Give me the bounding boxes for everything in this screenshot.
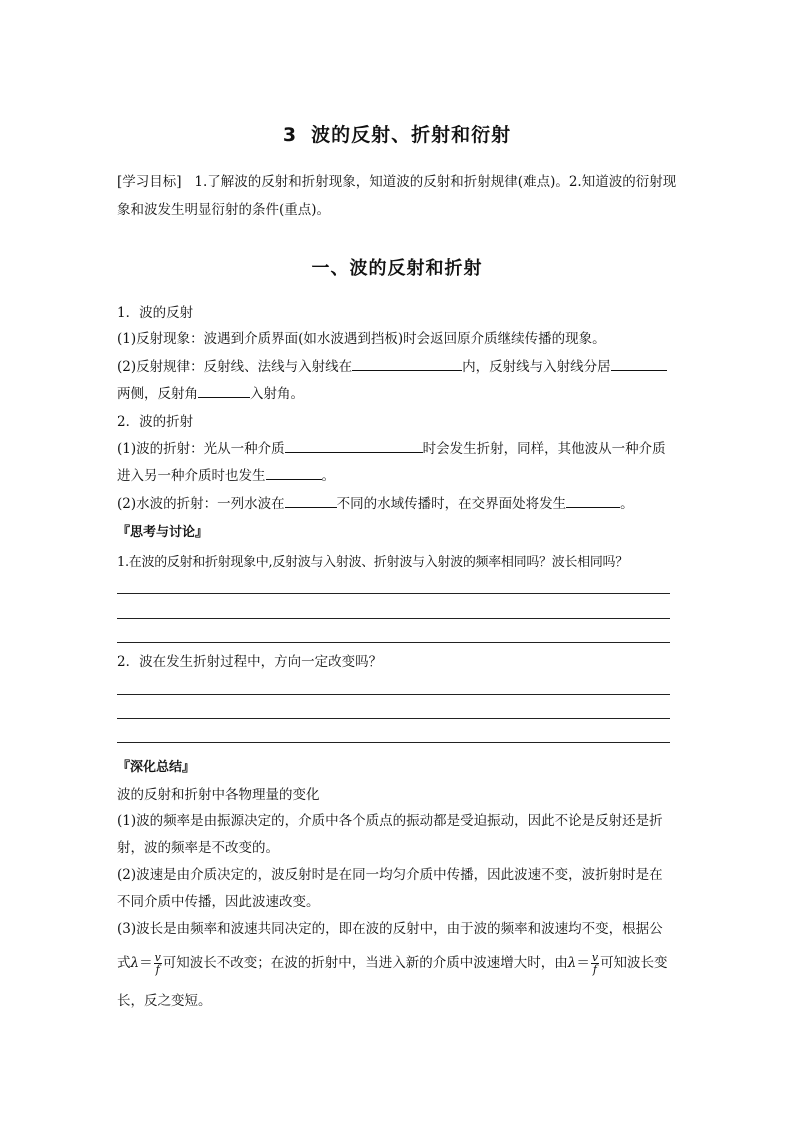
answer-line[interactable]: [117, 718, 670, 719]
text-segment: 时会发生折射，同样，其他波从一种介质: [422, 441, 666, 457]
lesson-number: 3: [282, 124, 298, 146]
fraction-numerator: v: [591, 951, 599, 964]
page-title: [0, 120, 794, 147]
learning-objectives: [117, 168, 677, 224]
discussion-heading: 『思考与讨论』: [117, 525, 209, 540]
text-segment: (2)反射规律：反射线、法线与入射线在: [117, 359, 353, 375]
text-segment: 。: [620, 496, 634, 512]
fill-blank[interactable]: [611, 356, 667, 371]
summary-point-2-cont: 不同介质中传播，因此波速改变。: [117, 894, 320, 910]
answer-line[interactable]: [117, 742, 670, 743]
reflection-item-1: (1)反射现象：波遇到介质界面(如水波遇到挡板)时会返回原介质继续传播的现象。: [117, 331, 606, 347]
summary-point-3-cont: 长，反之变短。: [117, 993, 212, 1009]
text-segment: (1)波的折射：光从一种介质: [117, 441, 285, 457]
equals-sign: ＝: [576, 955, 590, 971]
section-title: 一、波的反射和折射: [311, 258, 483, 279]
objectives-text: 1.了解波的反射和折射现象，知道波的反射和折射规律(难点)。2.知道波的衍射现象和波发生明显衍射的条件(重点)。: [117, 174, 677, 218]
fill-blank[interactable]: [285, 493, 337, 508]
text-segment: 可知波长变: [600, 955, 668, 971]
fill-blank[interactable]: [566, 493, 620, 508]
text-segment: 两侧，反射角: [117, 386, 198, 402]
refraction-heading: 2．波的折射: [117, 414, 194, 430]
summary-point-1-cont: 射，波的频率是不改变的。: [117, 840, 279, 856]
reflection-item-2-cont: [117, 383, 677, 405]
summary-point-3-formula-line: [117, 950, 677, 976]
answer-line[interactable]: [117, 642, 670, 643]
summary-heading: 『深化总结』: [117, 760, 196, 775]
reflection-heading: 1．波的反射: [117, 305, 194, 321]
summary-point-3: (3)波长是由频率和波速共同决定的，即在波的反射中，由于波的频率和波速均不变，根据公: [117, 921, 663, 937]
answer-line[interactable]: [117, 593, 670, 594]
summary-point-1: (1)波的频率是由振源决定的，介质中各个质点的振动都是受迫振动，因此不论是反射还是折: [117, 813, 663, 829]
fraction-numerator: v: [154, 951, 161, 964]
summary-intro: 波的反射和折射中各物理量的变化: [117, 787, 320, 803]
lesson-title: 波的反射、折射和衍射: [311, 124, 512, 146]
lambda-symbol: λ: [567, 955, 577, 971]
answer-line[interactable]: [117, 618, 670, 619]
refraction-item-2: [117, 493, 677, 515]
text-segment: 内，反射线与入射线分居: [462, 359, 611, 375]
text-segment: 进入另一种介质时也发生: [117, 468, 266, 484]
discussion-question-1: 1.在波的反射和折射现象中,反射波与入射波、折射波与入射波的频率相同吗？波长相同吗？: [117, 555, 628, 570]
fill-blank[interactable]: [266, 465, 322, 480]
fraction-v-over-f: [154, 952, 162, 975]
text-segment: 不同的水域传播时，在交界面处将发生: [336, 496, 567, 512]
discussion-question-2: 2．波在发生折射过程中，方向一定改变吗？: [117, 654, 383, 670]
refraction-item-1-cont: [117, 465, 677, 487]
text-segment: 可知波长不改变；在波的折射中，当进入新的介质中波速增大时，由: [162, 955, 568, 971]
fraction-v-over-f: [591, 952, 599, 975]
fill-blank[interactable]: [352, 356, 462, 371]
fill-blank[interactable]: [285, 438, 423, 453]
text-segment: 入射角。: [250, 386, 304, 402]
lambda-symbol: λ: [130, 955, 140, 971]
text-segment: 。: [321, 468, 335, 484]
text-segment: 式: [117, 955, 131, 971]
answer-line[interactable]: [117, 694, 670, 695]
objectives-label: [学习目标]: [117, 174, 182, 190]
fraction-denominator: f: [592, 963, 597, 976]
summary-point-2: (2)波速是由介质决定的，波反射时是在同一均匀介质中传播，因此波速不变，波折射时是在: [117, 867, 663, 883]
reflection-item-2: [117, 356, 677, 378]
equals-sign: ＝: [139, 955, 153, 971]
fill-blank[interactable]: [198, 383, 250, 398]
text-segment: (2)水波的折射：一列水波在: [117, 496, 285, 512]
refraction-item-1: [117, 438, 677, 460]
fraction-denominator: f: [155, 963, 160, 976]
